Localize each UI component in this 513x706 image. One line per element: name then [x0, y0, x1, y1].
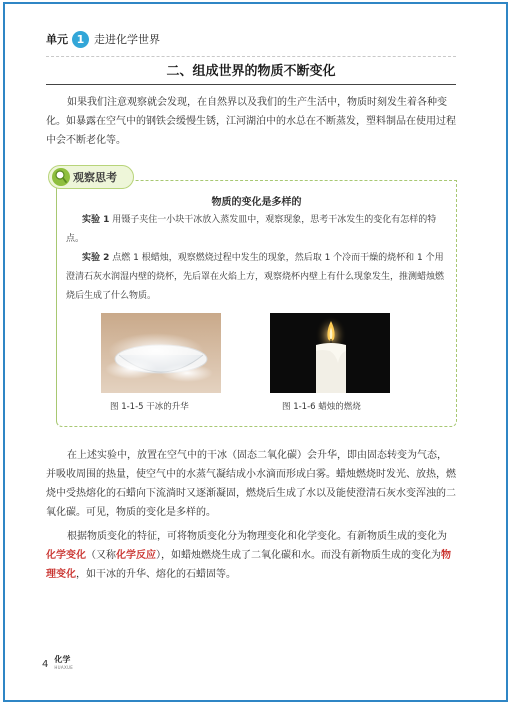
observe-badge: [48, 165, 134, 189]
page-footer: [42, 654, 73, 670]
figure-caption-dry-ice: 图 1-1-5 干冰的升华: [110, 402, 189, 412]
body-paragraph-1: 在上述实验中，放置在空气中的干冰（固态二氧化碳）会升华，即由固态转变为气态，并吸收周围的热量，使空气中的水蒸气凝结成小水滴而形成白雾。蜡烛燃烧时发光、放热，燃烧中受热熔化的石蜡向下流淌时又逐渐凝固，燃烧后生成了水以及能使澄清石灰水变浑浊的二氧化碳。可见，物质的变化是多样的。: [46, 450, 456, 518]
unit-label: 单元: [46, 33, 68, 46]
experiment-1: [66, 211, 450, 249]
unit-header: [46, 28, 160, 50]
page-number: 4: [42, 659, 49, 670]
book-name-en: HUAXUE: [54, 665, 74, 670]
magnifier-person-icon: [51, 167, 71, 187]
title-divider: [46, 84, 456, 85]
experiment-1-text: 用镊子夹住一小块干冰放入蒸发皿中，观察现象，思考干冰发生的变化有怎样的特点。: [66, 215, 437, 244]
header-divider: [46, 56, 456, 57]
dry-ice-sublimation-photo: [101, 313, 221, 393]
paragraph-2-part-3: ），如蜡烛燃烧生成了二氧化碳和水。而没有新物质生成的变化为: [156, 550, 441, 561]
experiment-1-label: 实验 1: [82, 215, 110, 225]
burning-candle-photo: [270, 313, 390, 393]
paragraph-2-part-4: ，如干冰的升华、熔化的石蜡固等。: [76, 569, 236, 580]
intro-paragraph: 如果我们注意观察就会发现，在自然界以及我们的生产生活中，物质时刻发生着各种变化。如暴露在空气中的钢铁会缓慢生锈，江河湖泊中的水总在不断蒸发，塑料制品在使用过程中会不断老化等。: [46, 97, 456, 146]
body-paragraph-2: [46, 527, 456, 584]
experiment-2-text: 点燃 1 根蜡烛，观察燃烧过程中发生的现象，然后取 1 个冷而干燥的烧杯和 1 个用澄清石灰水润湿内壁的烧杯，先后罩在火焰上方，观察烧杯内壁上有什么现象发生，推测蜡烛燃烧后生成了什么物质。: [66, 253, 445, 301]
observe-title: 物质的变化是多样的: [211, 197, 302, 208]
term-chemical-change: 化学变化: [46, 550, 86, 561]
term-chemical-reaction: 化学反应: [116, 550, 156, 561]
section-title: 二、组成世界的物质不断变化: [166, 64, 336, 79]
paragraph-2-part-2: （又称: [86, 550, 116, 561]
paragraph-2-part-1: 根据物质变化的特征，可将物质变化分为物理变化和化学变化。有新物质生成的变化为: [67, 531, 447, 542]
experiment-2: [66, 249, 450, 306]
unit-number-badge: 1: [72, 31, 89, 48]
term-physical-change: 物理变化: [46, 550, 451, 580]
unit-title: 走进化学世界: [94, 33, 160, 46]
book-name: 化学: [54, 655, 71, 664]
figure-caption-candle: 图 1-1-6 蜡烛的燃烧: [282, 402, 361, 412]
book-logo: [54, 654, 73, 670]
observe-badge-label: 观察思考: [73, 171, 117, 184]
experiment-2-label: 实验 2: [82, 253, 110, 263]
